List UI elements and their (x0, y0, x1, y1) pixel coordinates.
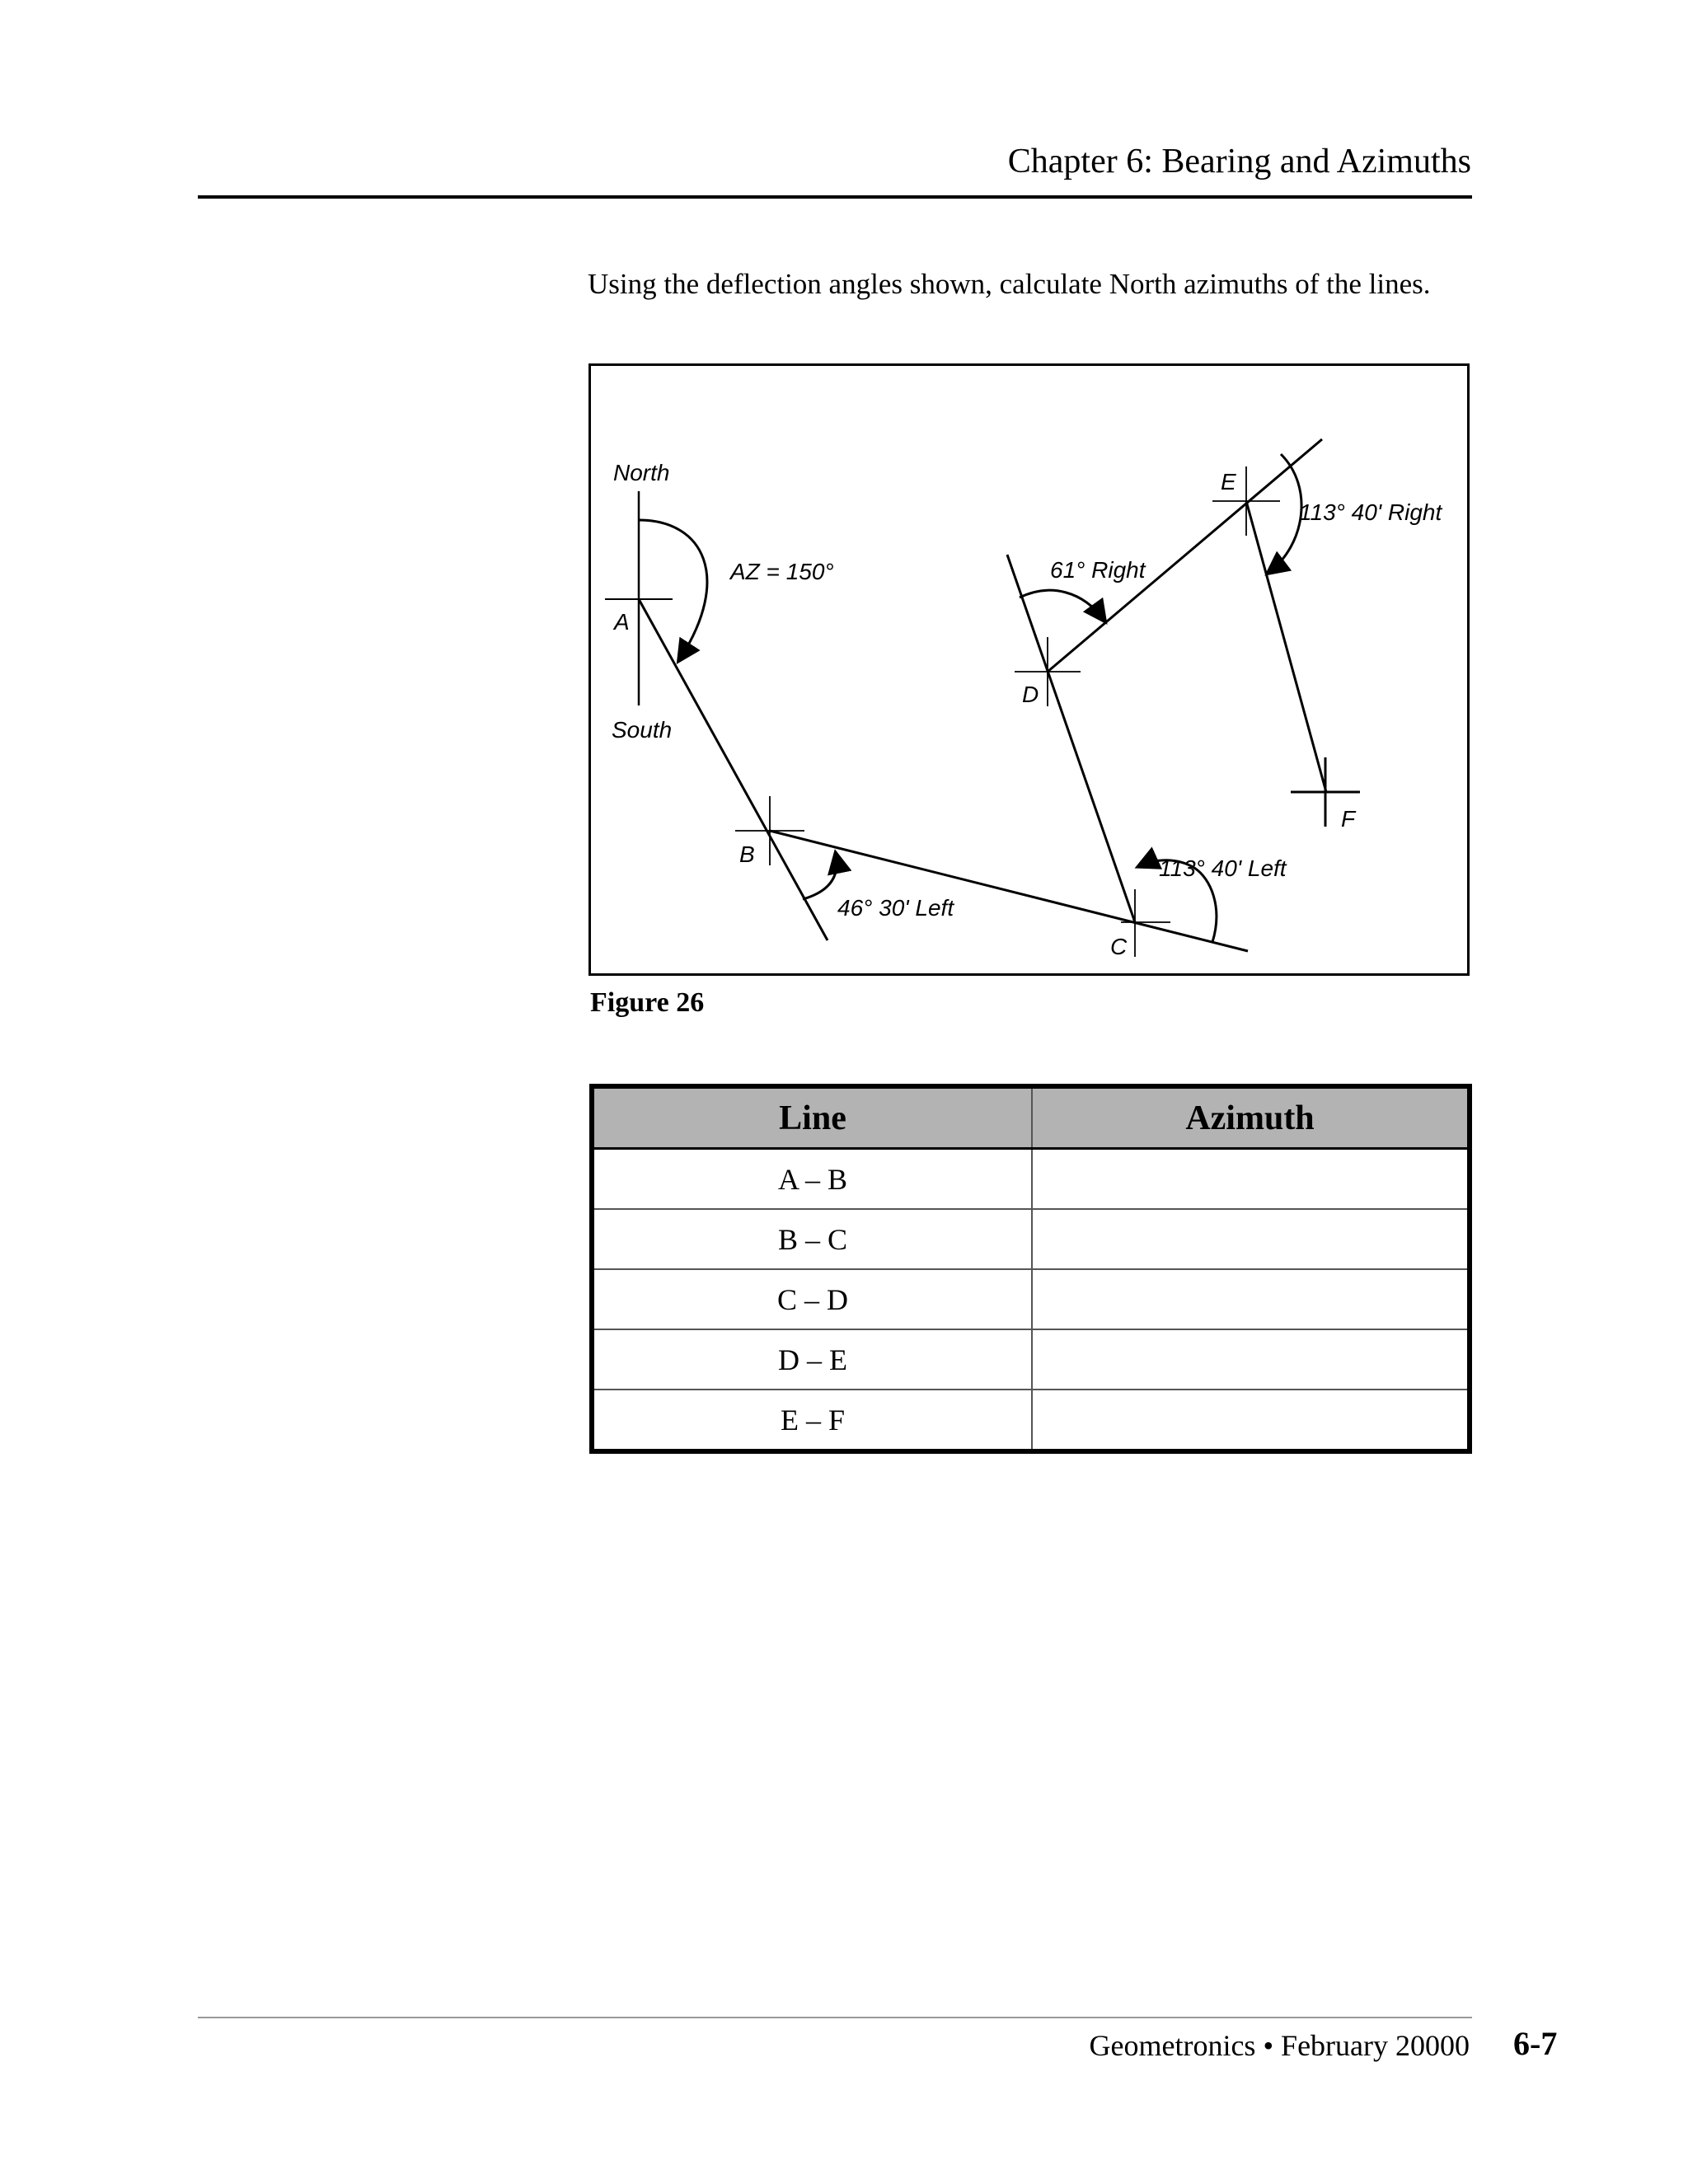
angle-d-label: 61° Right (1050, 557, 1146, 583)
angle-e-label: 113° 40' Right (1299, 499, 1442, 525)
page-number: 6-7 (1513, 2025, 1558, 2062)
az-arc (639, 520, 707, 660)
line-e-f (1246, 501, 1326, 792)
table-header-row (592, 1086, 1470, 1149)
column-header-azimuth: Azimuth (1032, 1086, 1470, 1149)
table-row (592, 1149, 1470, 1210)
chapter-title: Chapter 6: Bearing and Azimuths (1007, 143, 1471, 180)
azimuth-cell[interactable] (1032, 1269, 1470, 1329)
azimuth-cell[interactable] (1032, 1209, 1470, 1269)
footer-divider (198, 2017, 1472, 2018)
station-a-label: A (614, 609, 630, 635)
angle-b-label: 46° 30' Left (837, 895, 954, 921)
line-c-d (1007, 555, 1135, 922)
station-d-label: D (1022, 682, 1039, 707)
station-f-label: F (1341, 806, 1356, 832)
angle-b-arc (803, 854, 837, 899)
angle-d-arc (1020, 590, 1104, 621)
azimuth-table (589, 1084, 1472, 1454)
angle-c-label: 113° 40' Left (1159, 855, 1287, 881)
south-label: South (612, 717, 673, 743)
column-header-line: Line (592, 1086, 1032, 1149)
line-cell: C – D (592, 1269, 1032, 1329)
line-d-e (1048, 439, 1322, 672)
azimuth-cell[interactable] (1032, 1329, 1470, 1390)
table-row (592, 1269, 1470, 1329)
header-divider (198, 195, 1472, 199)
station-c-marker (1121, 889, 1170, 957)
azimuth-cell[interactable] (1032, 1149, 1470, 1210)
station-b-label: B (739, 841, 755, 867)
line-cell: D – E (592, 1329, 1032, 1390)
north-label: North (613, 460, 670, 485)
traverse-diagram (588, 363, 1470, 976)
footer-text: Geometronics • February 20000 (1089, 2029, 1470, 2062)
station-e-label: E (1221, 469, 1236, 494)
azimuth-label: AZ = 150° (730, 559, 834, 584)
line-cell: E – F (592, 1390, 1032, 1451)
line-cell: A – B (592, 1149, 1032, 1210)
azimuth-cell[interactable] (1032, 1390, 1470, 1451)
line-b-c (770, 831, 1248, 951)
table-row (592, 1209, 1470, 1269)
table-row (592, 1329, 1470, 1390)
table-row (592, 1390, 1470, 1451)
figure-caption: Figure 26 (590, 987, 705, 1018)
line-a-b (639, 599, 828, 940)
instructions-text: Using the deflection angles shown, calculate North azimuths of the lines. (588, 268, 1431, 300)
station-c-label: C (1110, 934, 1128, 959)
figure-frame (590, 365, 1469, 975)
line-cell: B – C (592, 1209, 1032, 1269)
